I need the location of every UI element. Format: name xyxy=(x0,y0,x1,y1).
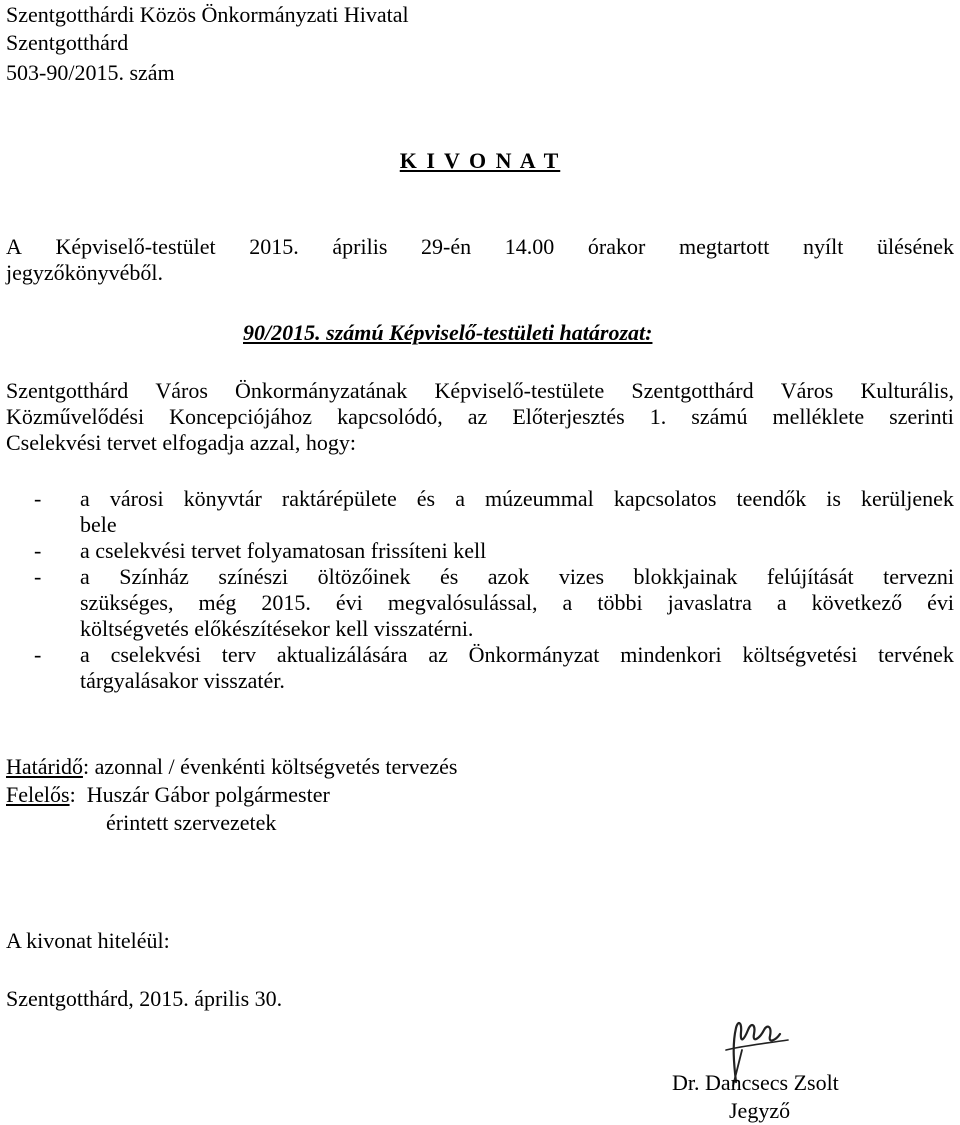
resolution-body xyxy=(6,378,954,456)
document-title: K I V O N A T xyxy=(399,148,561,173)
word: Önkormányzatának xyxy=(235,378,408,403)
list-dash: - xyxy=(34,564,42,589)
intro-word: Képviselő-testület xyxy=(55,234,216,259)
word: városi xyxy=(109,486,164,511)
word: könyvtár xyxy=(183,486,262,511)
word: aktualizálására xyxy=(276,642,408,667)
header-number: 503-90/2015. szám xyxy=(6,60,175,85)
word: színészi xyxy=(218,564,289,589)
word: Város xyxy=(155,378,208,403)
word: Város xyxy=(780,378,834,403)
intro-word: megtartott xyxy=(678,234,770,259)
authentication-label: A kivonat hiteléül: xyxy=(6,928,170,953)
word: a xyxy=(80,642,90,667)
body-line-2 xyxy=(6,404,954,430)
word: javaslatra xyxy=(667,590,752,615)
intro-paragraph xyxy=(6,234,954,286)
word: Önkormányzat xyxy=(468,642,600,667)
intro-line-2: jegyzőkönyvéből. xyxy=(6,260,164,285)
word: azok xyxy=(487,564,530,589)
responsible-value: Huszár Gábor polgármester xyxy=(75,782,330,807)
header-organization: Szentgotthárdi Közös Önkormányzati Hivatal xyxy=(6,2,409,27)
word: teendők xyxy=(736,486,807,511)
word: és xyxy=(416,486,436,511)
word: Előterjesztés xyxy=(512,404,625,429)
word: is xyxy=(826,486,841,511)
list-item-line xyxy=(80,486,954,512)
document-page xyxy=(6,0,954,1125)
intro-word: 14.00 xyxy=(504,234,555,259)
list-item xyxy=(6,642,954,694)
deadline-row xyxy=(6,754,457,780)
intro-word: ülésének xyxy=(877,234,954,259)
list-item-line xyxy=(80,642,954,668)
word: még xyxy=(198,590,237,615)
word: kapcsolódó, xyxy=(337,404,443,429)
word: Szentgotthárd xyxy=(6,378,129,403)
word: tervezni xyxy=(883,564,954,589)
list-item-line xyxy=(80,590,954,616)
word: szerinti xyxy=(889,404,954,429)
word: kapcsolatos xyxy=(613,486,717,511)
body-line-3: Cselekvési tervet elfogadja azzal, hogy: xyxy=(6,430,357,455)
list-dash: - xyxy=(34,642,42,667)
word: kerüljenek xyxy=(861,486,954,511)
word: a xyxy=(80,564,90,589)
body-line-1 xyxy=(6,378,954,404)
list-item xyxy=(6,538,954,564)
word: a xyxy=(455,486,465,511)
resolution-title: 90/2015. számú Képviselő-testületi határozat: xyxy=(243,320,653,345)
word: évi xyxy=(927,590,954,615)
intro-word: 2015. xyxy=(249,234,299,259)
responsible-row xyxy=(6,782,330,808)
word: blokkjainak xyxy=(633,564,738,589)
list-item-line: a cselekvési tervet folyamatosan frissíteni kell xyxy=(80,538,487,563)
word: költségvetési xyxy=(742,642,858,667)
word: Képviselő-testülete xyxy=(434,378,605,403)
list-item xyxy=(6,564,954,642)
word: a xyxy=(776,590,787,615)
deadline-separator: : xyxy=(82,754,90,779)
word: melléklete xyxy=(772,404,865,429)
word: következő xyxy=(811,590,903,615)
word: mindenkori xyxy=(620,642,722,667)
list-item-line xyxy=(80,564,954,590)
condition-list xyxy=(6,486,954,694)
word: az xyxy=(428,642,448,667)
intro-word: nyílt xyxy=(803,234,844,259)
word: vizes xyxy=(558,564,605,589)
word: raktárépülete xyxy=(281,486,397,511)
list-item-line: bele xyxy=(80,512,117,537)
responsible-separator: : xyxy=(69,782,76,807)
list-item-line: tárgyalásakor visszatér. xyxy=(80,668,285,693)
list-item xyxy=(6,486,954,538)
word: 2015. xyxy=(261,590,311,615)
intro-word: A xyxy=(6,234,22,259)
intro-word: órakor xyxy=(587,234,646,259)
word: Kulturális, xyxy=(860,378,954,403)
list-dash: - xyxy=(34,486,42,511)
word: Koncepciójához xyxy=(169,404,313,429)
word: az xyxy=(467,404,488,429)
word: szükséges, xyxy=(80,590,174,615)
word: 1. xyxy=(649,404,667,429)
deadline-value: azonnal / évenkénti költségvetés tervezés xyxy=(89,754,458,779)
header-city: Szentgotthárd xyxy=(6,30,129,55)
word: évi xyxy=(335,590,363,615)
word: múzeummal xyxy=(485,486,594,511)
word: Színház xyxy=(119,564,189,589)
signer-title: Jegyző xyxy=(729,1098,791,1123)
word: terv xyxy=(221,642,256,667)
word: tervének xyxy=(878,642,954,667)
word: cselekvési xyxy=(110,642,201,667)
word: számú xyxy=(691,404,748,429)
word: öltözőinek xyxy=(317,564,411,589)
deadline-label: Határidő xyxy=(6,754,83,779)
responsible-value-2: érintett szervezetek xyxy=(106,810,277,835)
word: megvalósulással, xyxy=(387,590,538,615)
word: Szentgotthárd xyxy=(631,378,754,403)
list-dash: - xyxy=(34,538,42,563)
word: felújítását xyxy=(766,564,854,589)
intro-word: április xyxy=(332,234,388,259)
responsible-label: Felelős xyxy=(6,782,70,807)
list-item-line: költségvetés előkészítésekor kell visszatérni. xyxy=(80,616,474,641)
word: és xyxy=(439,564,459,589)
word: többi xyxy=(597,590,643,615)
signer-name: Dr. Dancsecs Zsolt xyxy=(672,1070,839,1095)
word: Közművelődési xyxy=(6,404,145,429)
word: a xyxy=(562,590,573,615)
place-date: Szentgotthárd, 2015. április 30. xyxy=(6,986,283,1011)
intro-line-1 xyxy=(6,234,954,260)
intro-word: 29-én xyxy=(421,234,472,259)
word: a xyxy=(80,486,90,511)
